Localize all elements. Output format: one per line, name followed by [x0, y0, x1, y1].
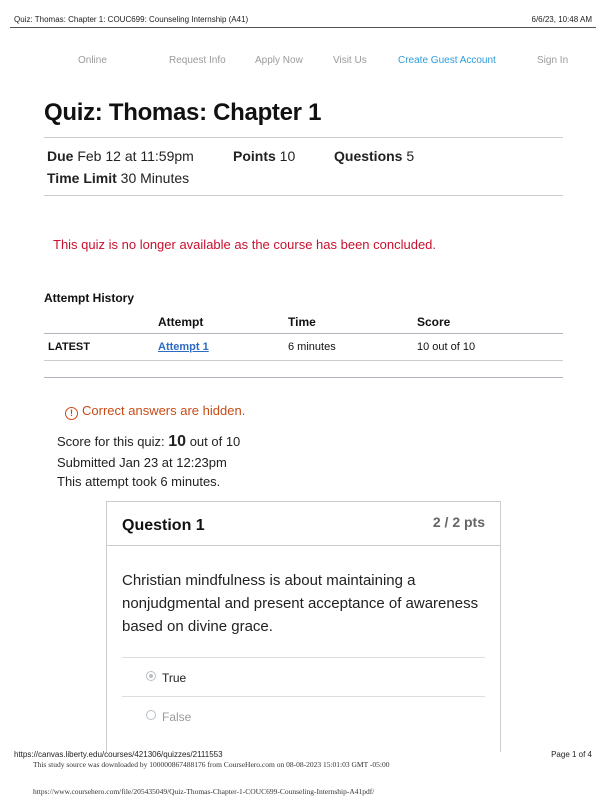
attempt-duration: This attempt took 6 minutes. — [57, 474, 221, 489]
due-label: Due — [47, 148, 74, 164]
answer-option-label: False — [162, 710, 192, 724]
time-limit-label: Time Limit — [47, 170, 117, 186]
nav-apply-now-link[interactable]: Apply Now — [255, 55, 303, 66]
print-header-datetime: 6/6/23, 10:48 AM — [531, 15, 592, 24]
column-header-time: Time — [288, 315, 316, 329]
top-nav — [0, 53, 606, 69]
score-value: 10 — [168, 433, 187, 450]
answer-option-label: True — [162, 671, 187, 685]
nav-sign-in-link[interactable]: Sign In — [537, 55, 569, 66]
print-header-divider — [10, 27, 596, 28]
attempt-1-link-text[interactable]: Attempt 1 — [158, 341, 209, 353]
latest-label: LATEST — [48, 341, 90, 353]
print-header-title: Quiz: Thomas: Chapter 1: COUC699: Counseling Internship (A41) — [14, 15, 249, 24]
quiz-score — [57, 433, 240, 451]
submitted-time: Submitted Jan 23 at 12:23pm — [57, 455, 227, 470]
nav-visit-us-link[interactable]: Visit Us — [333, 55, 367, 66]
print-footer-url: https://canvas.liberty.edu/courses/421306/quizzes/2111553 — [14, 750, 223, 759]
table-row-divider — [44, 360, 563, 361]
print-footer-page: Page 1 of 4 — [551, 750, 592, 759]
question-points: 2 / 2 pts — [432, 514, 485, 530]
coursehero-url: https://www.coursehero.com/file/205435049/Quiz-Thomas-Chapter-1-COUC699-Counseling-Internship-A41pdf/ — [33, 787, 375, 796]
questions-meta — [334, 148, 414, 164]
attempt-score: 10 out of 10 — [417, 341, 476, 353]
score-suffix: out of 10 — [186, 434, 241, 449]
quiz-concluded-message: This quiz is no longer available as the course has been concluded. — [53, 237, 437, 252]
due-meta — [47, 148, 194, 164]
correct-answers-hidden-note — [65, 403, 245, 420]
question-text: Christian mindfulness is about maintaining a nonjudgmental and present acceptance of awareness based on divine grace. — [122, 572, 479, 635]
question-header — [107, 502, 500, 546]
column-header-attempt: Attempt — [158, 315, 204, 329]
radio-selected-icon[interactable] — [146, 671, 156, 681]
radio-unselected-icon[interactable] — [146, 710, 156, 720]
answer-option-true[interactable] — [122, 658, 485, 696]
column-header-score: Score — [417, 315, 451, 329]
warning-icon: ! — [65, 407, 78, 420]
nav-create-guest-account-link[interactable]: Create Guest Account — [398, 55, 496, 66]
questions-label: Questions — [334, 148, 403, 164]
questions-value: 5 — [406, 148, 415, 164]
attempt-time: 6 minutes — [288, 341, 336, 353]
title-divider — [44, 137, 563, 138]
attempt-1-link[interactable] — [158, 341, 209, 353]
time-limit-meta — [47, 170, 189, 186]
question-card — [106, 501, 501, 752]
hidden-note-text: Correct answers are hidden. — [82, 403, 246, 418]
section-divider — [44, 377, 563, 378]
points-value: 10 — [279, 148, 296, 164]
nav-online-link[interactable]: Online — [78, 55, 107, 66]
meta-divider — [44, 195, 563, 196]
attempt-history-heading: Attempt History — [44, 291, 135, 305]
page-title: Quiz: Thomas: Chapter 1 — [44, 99, 322, 126]
coursehero-source-note: This study source was downloaded by 100000867488176 from CourseHero.com on 08-08-2023 15:01:03 GMT -05:00 — [33, 760, 390, 769]
score-prefix: Score for this quiz: — [57, 434, 169, 449]
time-limit-value: 30 Minutes — [120, 170, 190, 186]
points-label: Points — [233, 148, 276, 164]
answer-option-false[interactable] — [122, 697, 485, 735]
points-meta — [233, 148, 295, 164]
question-title: Question 1 — [122, 517, 205, 534]
nav-request-info-link[interactable]: Request Info — [169, 55, 226, 66]
due-value: Feb 12 at 11:59pm — [77, 148, 194, 164]
